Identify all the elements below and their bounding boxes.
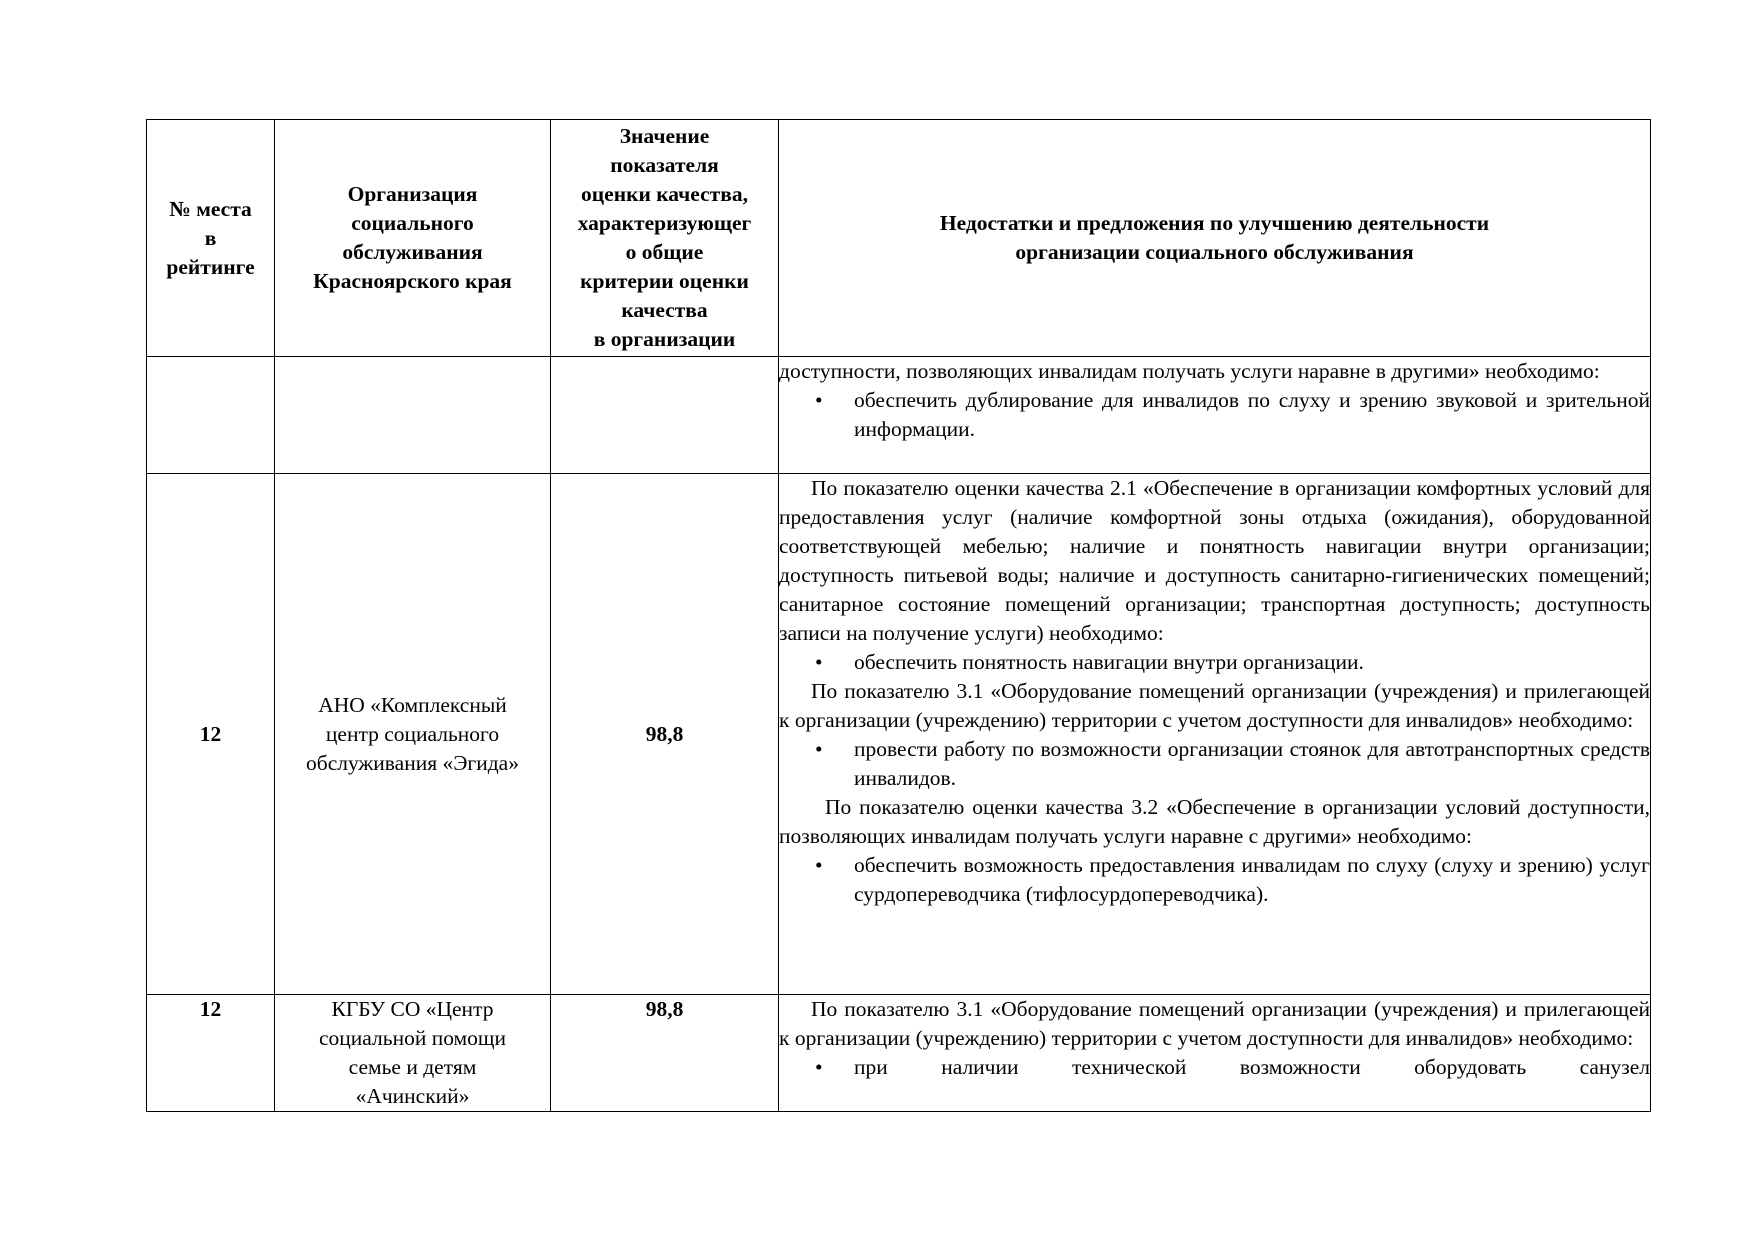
table-row	[147, 474, 1651, 995]
cell-organization	[275, 357, 551, 474]
table-row	[147, 357, 1651, 474]
cell-notes	[779, 474, 1651, 995]
cell-value	[551, 357, 779, 474]
notes-bullet: • обеспечить понятность навигации внутри организации.	[779, 648, 1650, 677]
cell-value: 98,8	[551, 474, 779, 995]
notes-bullet-list	[779, 648, 1650, 677]
cell-place: 12	[147, 995, 275, 1112]
cell-value: 98,8	[551, 995, 779, 1112]
header-notes: Недостатки и предложения по улучшению деятельности организации социального обслуживания	[779, 120, 1651, 357]
notes-paragraph: По показателю 3.1 «Оборудование помещений организации (учреждения) и прилегающей к организации (учреждению) территории с учетом доступности для инвалидов» необходимо:	[779, 679, 1650, 732]
table-row	[147, 995, 1651, 1112]
cell-place	[147, 357, 275, 474]
notes-paragraph: По показателю оценки качества 2.1 «Обеспечение в организации комфортных условий для предоставления услуг (наличие комфортной зоны отдыха (ожидания), оборудованной соответствующей мебелью; наличие и понятность навигации внутри организации; доступность питьевой воды; наличие и доступность санитарно-гигиенических помещений; санитарное состояние помещений организации; транспортная доступность; доступность записи на получение услуги) необходимо:	[779, 476, 1650, 645]
notes-bullet-list	[779, 386, 1650, 444]
bullet-icon: •	[815, 650, 823, 674]
notes-bullet: • обеспечить возможность предоставления инвалидам по слуху (слуху и зрению) услуг сурдопереводчика (тифлосурдопереводчика).	[815, 853, 1650, 906]
bullet-icon: •	[815, 737, 823, 761]
bullet-icon: •	[815, 1055, 823, 1079]
cell-notes	[779, 357, 1651, 474]
notes-bullet: • обеспечить дублирование для инвалидов по слуху и зрению звуковой и зрительной информации.	[815, 388, 1650, 441]
header-place: № места в рейтинге	[147, 120, 275, 357]
bullet-icon: •	[815, 388, 823, 412]
notes-paragraph: доступности, позволяющих инвалидам получать услуги наравне в другими» необходимо:	[779, 359, 1600, 383]
cell-place: 12	[147, 474, 275, 995]
cell-notes	[779, 995, 1651, 1112]
cell-organization: АНО «Комплексный центр социального обслуживания «Эгида»	[275, 474, 551, 995]
notes-bullet: • провести работу по возможности организации стоянок для автотранспортных средств инвалидов.	[815, 737, 1650, 790]
notes-bullet-list	[779, 851, 1650, 909]
notes-bullet-list	[779, 735, 1650, 793]
table-header-row	[147, 120, 1651, 357]
header-value: Значение показателя оценки качества, характеризующег о общие критерии оценки качества в организации	[551, 120, 779, 357]
notes-bullet-list	[779, 1053, 1650, 1082]
notes-paragraph: По показателю 3.1 «Оборудование помещений организации (учреждения) и прилегающей к организации (учреждению) территории с учетом доступности для инвалидов» необходимо:	[779, 997, 1650, 1050]
notes-paragraph: По показателю оценки качества 3.2 «Обеспечение в организации условий доступности, позволяющих инвалидам получать услуги наравне с другими» необходимо:	[779, 795, 1650, 848]
header-organization: Организация социального обслуживания Красноярского края	[275, 120, 551, 357]
rating-table	[146, 119, 1651, 1112]
notes-bullet: • при наличии технической возможности оборудовать санузел	[779, 1053, 1650, 1082]
bullet-icon: •	[815, 853, 823, 877]
cell-organization: КГБУ СО «Центр социальной помощи семье и детям «Ачинский»	[275, 995, 551, 1112]
